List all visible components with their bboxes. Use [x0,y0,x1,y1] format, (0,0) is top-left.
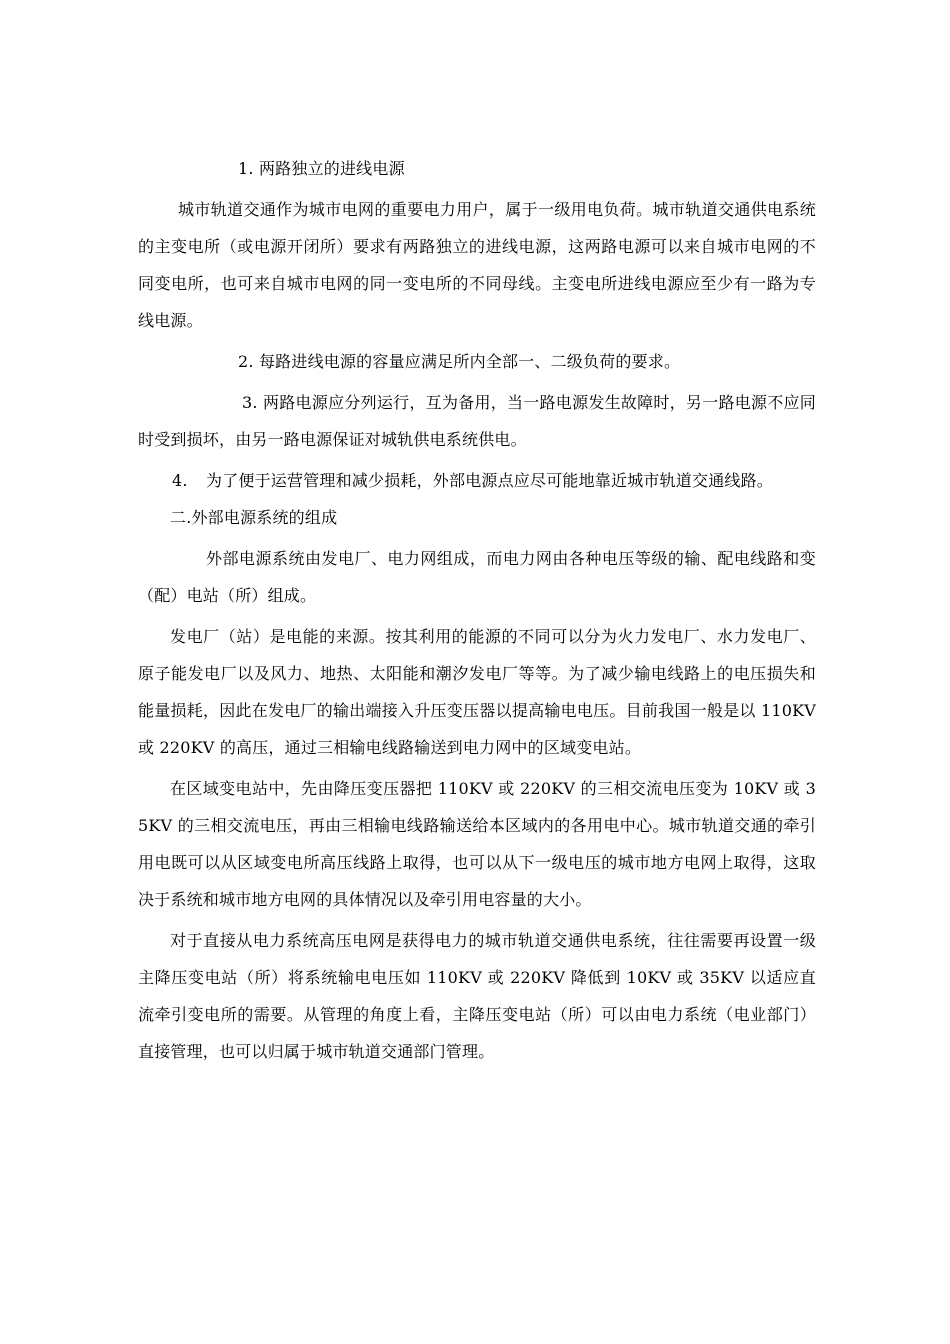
list-item-3-text: 两路电源应分列运行，互为备用，当一路电源发生故障时，另一路电源不应同时受到损坏，由另一路电源保证对城轨供电系统供电。 [138,393,816,449]
paragraph-external-power: 外部电源系统由发电厂、电力网组成，而电力网由各种电压等级的输、配电线路和变（配）电站（所）组成。 [138,549,816,605]
list-item-1 [138,150,816,187]
list-item-3-number: 3. [242,393,258,412]
paragraph-power-plant: 发电厂（站）是电能的来源。按其利用的能源的不同可以分为火力发电厂、水力发电厂、原子能发电厂以及风力、地热、太阳能和潮汐发电厂等等。为了减少输电线路上的电压损失和能量损耗，因此在发电厂的输出端接入升压变压器以提高输电电压。目前我国一般是以 110KV 或 220KV 的高压，通过三相输电线路输送到电力网中的区域变电站。 [138,627,816,757]
list-item-4-text: 为了便于运营管理和减少损耗，外部电源点应尽可能地靠近城市轨道交通线路。 [206,471,774,490]
document-body [138,150,816,1070]
list-item-4-number: 4. [172,471,188,490]
list-item-3 [138,384,816,458]
paragraph-regional-substation: 在区域变电站中，先由降压变压器把 110KV 或 220KV 的三相交流电压变为 10KV 或 35KV 的三相交流电压，再由三相输电线路输送给本区域内的各用电中心。城市轨道交通的牵引用电既可以从区域变电所高压线路上取得，也可以从下一级电压的城市地方电网上取得，这取决于系统和城市地方电网的具体情况以及牵引用电容量的大小。 [138,779,816,909]
paragraph-main-substation: 对于直接从电力系统高压电网是获得电力的城市轨道交通供电系统，往往需要再设置一级主降压变电站（所）将系统输电电压如 110KV 或 220KV 降低到 10KV 或 35KV 以适应直流牵引变电所的需要。从管理的角度上看，主降压变电站（所）可以由电力系统（电业部门）直接管理，也可以归属于城市轨道交通部门管理。 [138,931,816,1061]
list-item-4 [138,462,816,499]
list-item-1-title: 两路独立的进线电源 [258,159,405,178]
list-item-1-number: 1. [238,159,254,178]
paragraph-power-user: 城市轨道交通作为城市电网的重要电力用户，属于一级用电负荷。城市轨道交通供电系统的主变电所（或电源开闭所）要求有两路独立的进线电源，这两路电源可以来自城市电网的不同变电所，也可来自城市电网的同一变电所的不同母线。主变电所进线电源应至少有一路为专线电源。 [138,200,816,330]
list-item-2-text: 每路进线电源的容量应满足所内全部一、二级负荷的要求。 [258,352,681,371]
section-heading: 二.外部电源系统的组成 [170,508,338,527]
list-item-2-number: 2. [238,352,254,371]
list-item-2 [138,343,816,380]
